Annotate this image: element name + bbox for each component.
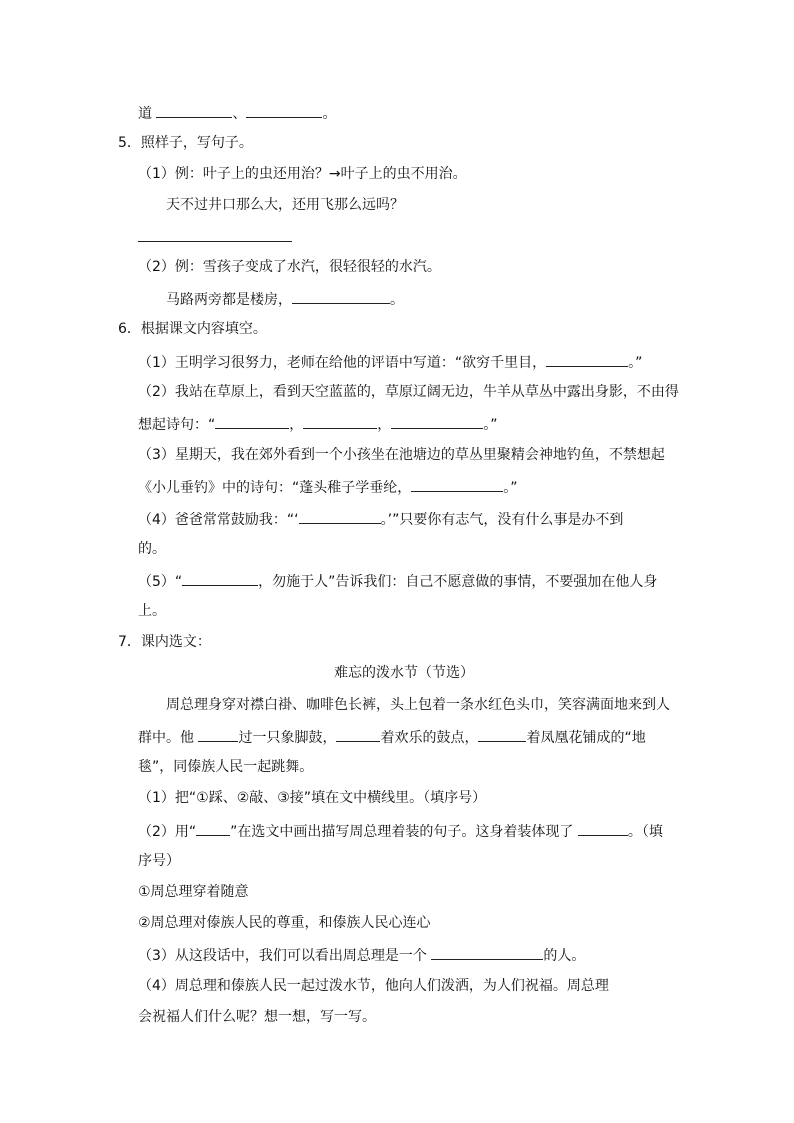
q7-option-2: ②周总理对傣族人民的尊重，和傣族人民心连心 <box>138 915 431 931</box>
q6-item4-line1 <box>138 509 623 529</box>
q6-i4-text-2: 。’”只要你有志气，没有什么事是办不到 <box>380 512 624 528</box>
q4-separator: 、 <box>232 106 247 122</box>
passage-l2-text-b: 过一只象脚鼓， <box>238 730 337 746</box>
q7-sub2-text-a: （2）用“ <box>138 824 197 840</box>
q7-sub2-text-b: ”在选文中画出描写周总理着装的句子。这身着装体现了 <box>230 824 574 840</box>
q6-i1-text: （1）王明学习很努力，老师在给他的评语中写道：“欲穷千里目， <box>138 355 547 371</box>
q7-sub2-text-c: 。（填 <box>627 824 663 840</box>
q7-sub1: （1）把“①踩、②敲、③接”填在文中横线里。（填序号） <box>138 790 487 806</box>
q5-s2-end: 。 <box>390 292 404 308</box>
q6-item2-line2 <box>138 414 498 434</box>
q6-i2-sep-2: ， <box>377 417 392 433</box>
q6-i2-blank-2[interactable] <box>303 414 377 429</box>
q4-end: 。 <box>322 106 337 122</box>
q7-sub3-text-a: （3）从这段话中，我们可以看出周总理是一个 <box>138 948 427 964</box>
q7-sub3-text-b: 的人。 <box>543 948 586 964</box>
passage-l2-text-c: 着欢乐的鼓点， <box>380 730 479 746</box>
q7-sub2-line1 <box>138 821 663 841</box>
q6-i2-blank-3[interactable] <box>391 414 483 429</box>
q7-title: 7．课内选文： <box>118 634 211 650</box>
q5-s2-example: （2）例：雪孩子变成了水汽，很轻很轻的水汽。 <box>138 259 441 275</box>
q4-prefix: 道 <box>138 106 152 122</box>
q6-i5-blank[interactable] <box>182 571 258 586</box>
q7-sub2-blank[interactable] <box>578 821 628 836</box>
q5-s1-example: （1）例：叶子上的虫还用治？→叶子上的虫不用治。 <box>138 166 467 182</box>
q6-i2-blank-1[interactable] <box>215 414 289 429</box>
q6-i4-blank[interactable] <box>299 509 381 524</box>
q7-sub4-line2: 会祝福人们什么呢？想一想，写一写。 <box>138 1009 376 1025</box>
passage-title: 难忘的泼水节（节选） <box>334 665 474 681</box>
q6-item2-line1: （2）我站在草原上，看到天空蓝蓝的，草原辽阔无边，牛羊从草丛中露出身影，不由得 <box>138 384 679 400</box>
q6-i1-end: 。” <box>628 355 643 371</box>
q6-title: 6．根据课文内容填空。 <box>118 321 267 337</box>
q6-i3-blank[interactable] <box>411 477 503 492</box>
q6-item4-line2: 的。 <box>138 541 166 557</box>
passage-blank-3[interactable] <box>478 727 526 742</box>
passage-l2-text-d: 着凤凰花铺成的“地 <box>526 730 646 746</box>
q5-s2-line <box>166 289 404 309</box>
q6-i3-text: 《小儿垂钓》中的诗句：“蓬头稚子学垂纶， <box>138 480 412 496</box>
q7-option-1: ①周总理穿着随意 <box>138 884 249 900</box>
q5-title: 5．照样子，写句子。 <box>118 135 253 151</box>
q4-answer-line <box>138 103 336 123</box>
q4-blank-2[interactable] <box>246 103 322 118</box>
q7-sub3 <box>138 945 585 965</box>
q7-sub2-line2: 序号） <box>138 853 180 869</box>
passage-blank-1[interactable] <box>198 727 238 742</box>
q5-s2-blank[interactable] <box>292 289 390 304</box>
q6-i2-text: 想起诗句：“ <box>138 417 216 433</box>
q6-i4-text: （4）爸爸常常鼓励我：“‘ <box>138 512 299 528</box>
q4-blank-1[interactable] <box>156 103 232 118</box>
passage-line-1: 周总理身穿对襟白褂、咖啡色长裤，头上包着一条水红色头巾，笑容满面地来到人 <box>166 697 670 713</box>
passage-blank-2[interactable] <box>336 727 380 742</box>
q6-item5-line2: 上。 <box>138 603 166 619</box>
q7-sub4-line1: （4）周总理和傣族人民一起过泼水节，他向人们泼洒，为人们祝福。周总理 <box>138 978 609 994</box>
q5-s1-answer-line[interactable] <box>138 241 292 242</box>
passage-line-2 <box>138 727 646 747</box>
q6-item1 <box>138 352 642 372</box>
q6-i5-text: （5）“ <box>138 574 183 590</box>
q5-s1-prompt: 天不过井口那么大，还用飞那么远吗？ <box>166 197 404 213</box>
q6-item3-line2 <box>138 477 518 497</box>
underline-sample <box>196 821 230 836</box>
q6-i2-sep-1: ， <box>289 417 304 433</box>
q6-item5-line1 <box>138 571 657 591</box>
q5-s2-prompt: 马路两旁都是楼房， <box>166 292 292 308</box>
q6-i3-end: 。” <box>503 480 518 496</box>
q6-item3-line1: （3）星期天，我在郊外看到一个小孩坐在池塘边的草丛里聚精会神地钓鱼，不禁想起 <box>138 447 665 463</box>
q6-i2-end: 。” <box>483 417 498 433</box>
passage-line-3: 毯”，同傣族人民一起跳舞。 <box>138 759 314 775</box>
q6-i1-blank[interactable] <box>546 352 628 367</box>
q6-i5-text-2: ，勿施于人”告诉我们：自己不愿意做的事情，不要强加在他人身 <box>258 574 658 590</box>
passage-l2-text-a: 群中。他 <box>138 730 194 746</box>
q7-sub3-blank[interactable] <box>431 945 543 960</box>
